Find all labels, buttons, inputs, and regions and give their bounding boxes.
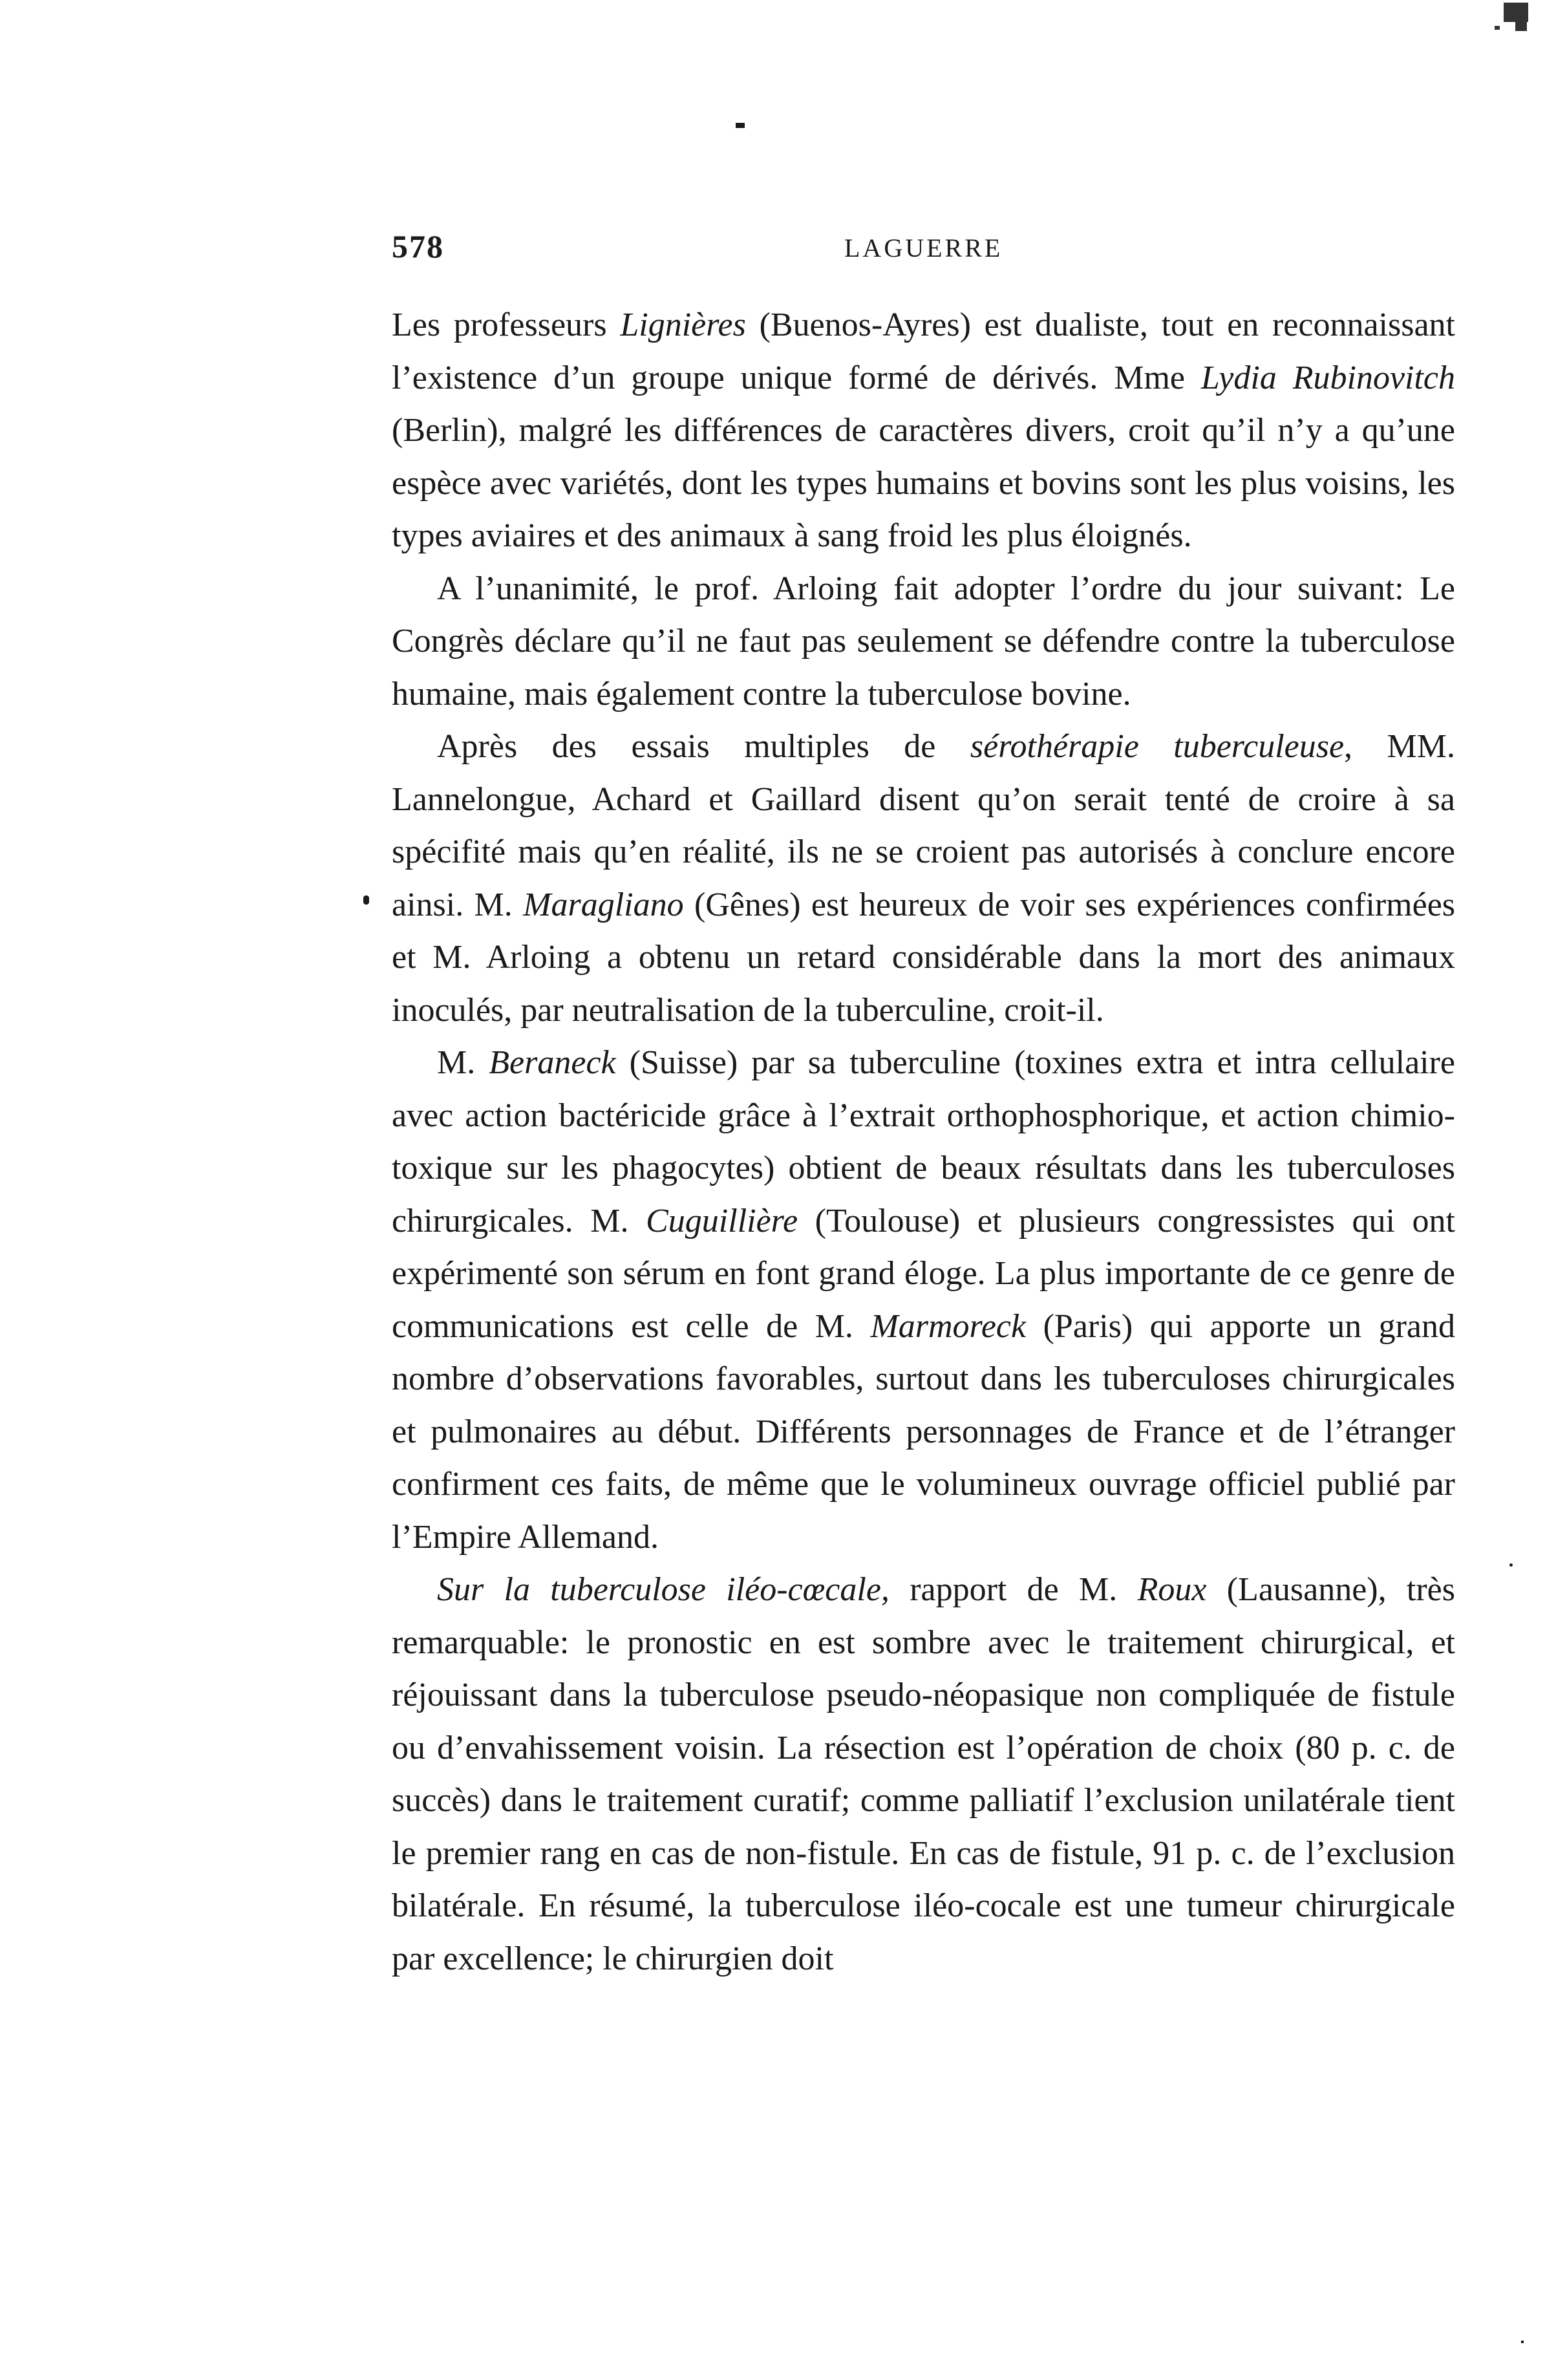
italic-text: Roux: [1137, 1571, 1207, 1608]
text-run: (Berlin), malgré les différences de caractères divers, croit qu’il n’y a qu’une espèce avec variétés, dont les types humains et bovins sont les plus voisins, les types aviaires et des animaux à sang froid les plus éloignés.: [392, 412, 1455, 554]
text-run: Les professeurs: [392, 306, 621, 343]
italic-text: Beraneck: [489, 1044, 616, 1081]
italic-text: sérothérapie tuberculeuse: [970, 728, 1345, 765]
italic-text: Lignières: [620, 306, 746, 343]
italic-text: Sur la tuberculose iléo-cœcale,: [437, 1571, 890, 1608]
paragraph: [392, 1563, 1455, 1985]
ink-speck: [363, 895, 369, 905]
paragraph: [392, 299, 1455, 563]
italic-text: Marmoreck: [870, 1307, 1027, 1345]
italic-text: Lydia Rubinovitch: [1200, 359, 1455, 396]
scan-corner-mark: [1487, 0, 1533, 38]
text-run: (Toulouse) et plusieurs congressistes qui ont expérimenté son sérum en font grand éloge. La plus importante de ce genre de communications est celle de M.: [392, 1202, 1455, 1345]
text-run: (Suisse) par sa tuberculine (toxines extra et intra cellulaire avec action bactéricide grâce à l’extrait orthophosphorique, et action chimio-toxique sur les phagocytes) obtient de beaux résultats dans les tuberculoses chirurgicales. M.: [392, 1044, 1455, 1239]
text-run: , MM. Lannelongue, Achard et Gaillard disent qu’on serait tenté de croire à sa spécifité mais qu’en réalité, ils ne se croient pas autorisés à conclure encore ainsi. M.: [392, 728, 1455, 923]
paragraph: [392, 720, 1455, 1036]
text-run: M.: [437, 1044, 489, 1081]
ink-speck: [1521, 2341, 1524, 2343]
body-text: [392, 299, 1455, 1985]
running-title: LAGUERRE: [844, 233, 1003, 263]
text-run: (Paris) qui apporte un grand nombre d’observations favorables, surtout dans les tuberculoses chirurgicales et pulmonaires au début. Différents personnages de France et de l’étranger confirment ces faits, de même que le volumineux ouvrage officiel publié par l’Empire Allemand.: [392, 1307, 1455, 1556]
text-run: Après des essais multiples de: [437, 728, 970, 765]
ink-speck: [736, 123, 745, 128]
italic-text: Cuguillière: [646, 1202, 798, 1239]
paragraph: [392, 563, 1455, 721]
page-number: 578: [392, 228, 444, 264]
text-run: A l’unanimité, le prof. Arloing fait adopter l’ordre du jour suivant: Le Congrès déclare qu’il ne faut pas seulement se défendre contre la tuberculose humaine, mais également contre la tuberculose bovine.: [392, 570, 1455, 713]
ink-speck: [1509, 1563, 1513, 1567]
italic-text: Maragliano: [523, 886, 684, 923]
text-run: (Lausanne), très remarquable: le pronostic en est sombre avec le traitement chirurgical, et réjouissant dans la tuberculose pseudo-néopasique non compliquée de fistule ou d’envahissement voisin. La résection est l’opération de choix (80 p. c. de succès) dans le traitement curatif; comme palliatif l’exclusion unilatérale tient le premier rang en cas de non-fistule. En cas de fistule, 91 p. c. de l’exclusion bilatérale. En résumé, la tuberculose iléo-cocale est une tumeur chirurgicale par excellence; le chirurgien doit: [392, 1571, 1455, 1977]
paragraph: [392, 1036, 1455, 1563]
text-run: (Buenos-Ayres) est dualiste, tout en reconnaissant l’existence d’un groupe unique formé de dérivés. Mme: [392, 306, 1455, 396]
running-head: [392, 228, 1455, 266]
text-run: (Gênes) est heureux de voir ses expériences confirmées et M. Arloing a obtenu un retard considérable dans la mort des animaux inoculés, par neutralisation de la tuberculine, croit-il.: [392, 886, 1456, 1029]
text-run: rapport de M.: [889, 1571, 1138, 1608]
